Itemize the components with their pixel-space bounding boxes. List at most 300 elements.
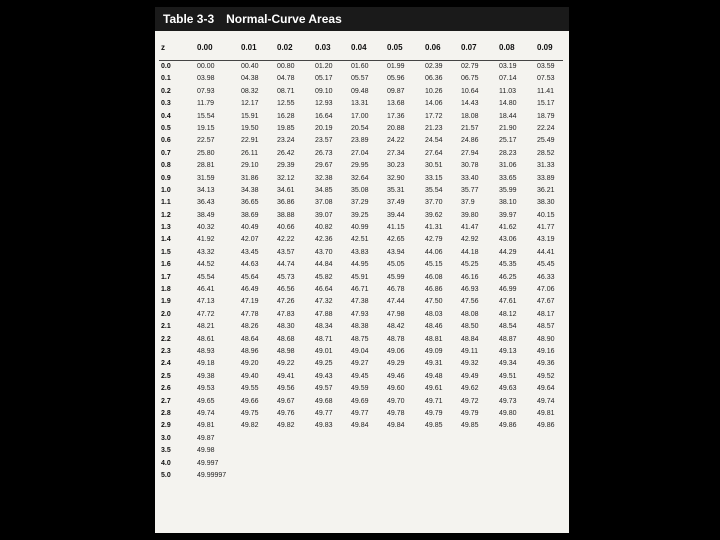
area-cell: 43.45 <box>241 248 259 256</box>
area-cell: 49.57 <box>315 385 333 393</box>
area-cell: 05.96 <box>387 75 405 83</box>
area-cell: 49.49 <box>461 372 479 380</box>
table-row <box>155 125 569 137</box>
area-cell: 49.80 <box>499 409 517 417</box>
area-cell: 49.34 <box>499 360 517 368</box>
area-cell: 48.90 <box>537 335 555 343</box>
table-row <box>155 175 569 187</box>
area-cell: 48.75 <box>351 335 369 343</box>
area-cell: 48.78 <box>387 335 405 343</box>
z-value-cell: 1.1 <box>161 199 171 207</box>
area-cell: 32.12 <box>277 174 295 182</box>
area-cell: 49.79 <box>461 409 479 417</box>
area-cell: 49.36 <box>537 360 555 368</box>
area-cell: 18.08 <box>461 112 479 120</box>
area-cell: 45.91 <box>351 273 369 281</box>
area-cell: 37.49 <box>387 199 405 207</box>
area-cell: 17.00 <box>351 112 369 120</box>
area-cell: 29.10 <box>241 162 259 170</box>
area-cell: 48.71 <box>315 335 333 343</box>
area-cell: 38.10 <box>499 199 517 207</box>
area-cell: 49.11 <box>461 347 478 355</box>
table-row <box>155 323 569 335</box>
area-cell: 26.73 <box>315 149 333 157</box>
area-cell: 49.22 <box>277 360 295 368</box>
area-cell: 48.96 <box>241 347 259 355</box>
area-cell: 49.84 <box>387 422 405 430</box>
area-cell: 22.24 <box>537 124 555 132</box>
column-header-row <box>155 43 569 57</box>
area-cell: 41.77 <box>537 224 555 232</box>
area-cell: 47.98 <box>387 310 405 318</box>
area-cell: 49.82 <box>241 422 259 430</box>
header-divider <box>159 60 563 61</box>
table-row <box>155 261 569 273</box>
z-value-cell: 0.7 <box>161 149 171 157</box>
area-cell: 49.31 <box>425 360 443 368</box>
area-cell: 49.81 <box>197 422 215 430</box>
z-value-cell: 1.2 <box>161 211 171 219</box>
z-value-cell: 1.8 <box>161 286 171 294</box>
area-cell: 48.08 <box>461 310 479 318</box>
area-cell: 41.31 <box>425 224 443 232</box>
column-header: 0.05 <box>387 43 403 52</box>
area-cell: 49.38 <box>197 372 215 380</box>
table-row <box>155 187 569 199</box>
area-cell: 07.14 <box>499 75 517 83</box>
column-header: 0.09 <box>537 43 553 52</box>
area-cell: 49.997 <box>197 459 219 467</box>
table-row <box>155 63 569 75</box>
area-cell: 49.75 <box>241 409 259 417</box>
area-cell: 26.42 <box>277 149 295 157</box>
area-cell: 28.52 <box>537 149 555 157</box>
area-cell: 49.79 <box>425 409 443 417</box>
area-cell: 37.29 <box>351 199 369 207</box>
z-value-cell: 3.0 <box>161 434 171 442</box>
area-cell: 47.72 <box>197 310 215 318</box>
area-cell: 03.19 <box>499 63 517 70</box>
area-cell: 49.53 <box>197 385 215 393</box>
area-cell: 49.86 <box>537 422 555 430</box>
area-cell: 42.07 <box>241 236 259 244</box>
area-cell: 48.84 <box>461 335 479 343</box>
area-cell: 25.17 <box>499 137 517 145</box>
area-cell: 36.43 <box>197 199 215 207</box>
z-value-cell: 0.9 <box>161 174 171 182</box>
z-value-cell: 5.0 <box>161 471 171 479</box>
area-cell: 38.30 <box>537 199 555 207</box>
table-row <box>155 373 569 385</box>
z-value-cell: 2.6 <box>161 385 171 393</box>
area-cell: 47.67 <box>537 298 555 306</box>
column-header: 0.04 <box>351 43 367 52</box>
z-value-cell: 1.5 <box>161 248 171 256</box>
area-cell: 40.32 <box>197 224 215 232</box>
area-cell: 27.04 <box>351 149 369 157</box>
area-cell: 46.99 <box>499 286 517 294</box>
area-cell: 14.06 <box>425 100 443 108</box>
area-cell: 02.39 <box>425 63 443 70</box>
area-cell: 40.49 <box>241 224 259 232</box>
area-cell: 33.89 <box>537 174 555 182</box>
area-cell: 48.26 <box>241 323 259 331</box>
area-cell: 04.38 <box>241 75 259 83</box>
area-cell: 19.85 <box>277 124 295 132</box>
area-cell: 48.98 <box>277 347 295 355</box>
area-cell: 49.09 <box>425 347 443 355</box>
table-row <box>155 447 569 459</box>
area-cell: 46.86 <box>425 286 443 294</box>
area-cell: 31.59 <box>197 174 215 182</box>
area-cell: 45.25 <box>461 261 479 269</box>
area-cell: 19.15 <box>197 124 215 132</box>
table-row <box>155 385 569 397</box>
area-cell: 49.59 <box>351 385 369 393</box>
area-cell: 49.40 <box>241 372 259 380</box>
area-cell: 25.80 <box>197 149 215 157</box>
table-title-bar <box>155 7 569 31</box>
area-cell: 14.43 <box>461 100 479 108</box>
area-cell: 49.56 <box>277 385 295 393</box>
area-cell: 37.9 <box>461 199 475 207</box>
area-cell: 46.16 <box>461 273 479 281</box>
area-cell: 24.54 <box>425 137 443 145</box>
table-row <box>155 348 569 360</box>
area-cell: 37.70 <box>425 199 443 207</box>
area-cell: 47.78 <box>241 310 259 318</box>
area-cell: 18.44 <box>499 112 517 120</box>
area-cell: 16.28 <box>277 112 295 120</box>
area-cell: 49.55 <box>241 385 259 393</box>
area-cell: 24.22 <box>387 137 405 145</box>
area-cell: 48.34 <box>315 323 333 331</box>
area-cell: 23.57 <box>315 137 333 145</box>
area-cell: 21.90 <box>499 124 517 132</box>
area-cell: 49.78 <box>387 409 405 417</box>
area-cell: 28.81 <box>197 162 215 170</box>
area-cell: 49.71 <box>425 397 443 405</box>
area-cell: 15.54 <box>197 112 215 120</box>
area-cell: 00.40 <box>241 63 259 70</box>
area-cell: 45.99 <box>387 273 405 281</box>
area-cell: 49.48 <box>425 372 443 380</box>
area-cell: 10.64 <box>461 87 479 95</box>
area-cell: 44.95 <box>351 261 369 269</box>
area-cell: 49.43 <box>315 372 333 380</box>
area-cell: 48.57 <box>537 323 555 331</box>
area-cell: 42.36 <box>315 236 333 244</box>
area-cell: 39.44 <box>387 211 405 219</box>
area-cell: 33.65 <box>499 174 517 182</box>
area-cell: 24.86 <box>461 137 479 145</box>
area-cell: 38.69 <box>241 211 259 219</box>
area-cell: 49.81 <box>537 409 555 417</box>
column-header: 0.03 <box>315 43 331 52</box>
area-cell: 32.64 <box>351 174 369 182</box>
z-value-cell: 2.3 <box>161 347 171 355</box>
area-cell: 07.93 <box>197 87 215 95</box>
table-row <box>155 410 569 422</box>
area-cell: 20.54 <box>351 124 369 132</box>
table-row <box>155 224 569 236</box>
table-row <box>155 336 569 348</box>
area-cell: 46.49 <box>241 286 259 294</box>
area-cell: 48.61 <box>197 335 215 343</box>
area-cell: 30.78 <box>461 162 479 170</box>
area-cell: 09.48 <box>351 87 369 95</box>
area-cell: 27.64 <box>425 149 443 157</box>
area-cell: 46.71 <box>351 286 369 294</box>
area-cell: 39.97 <box>499 211 517 219</box>
area-cell: 46.25 <box>499 273 517 281</box>
area-cell: 19.50 <box>241 124 259 132</box>
z-value-cell: 2.7 <box>161 397 171 405</box>
area-cell: 44.74 <box>277 261 295 269</box>
table-row <box>155 311 569 323</box>
table-row <box>155 286 569 298</box>
table-row <box>155 212 569 224</box>
area-cell: 30.51 <box>425 162 443 170</box>
area-cell: 33.40 <box>461 174 479 182</box>
area-cell: 01.60 <box>351 63 369 70</box>
area-cell: 36.65 <box>241 199 259 207</box>
area-cell: 32.38 <box>315 174 333 182</box>
area-cell: 01.99 <box>387 63 405 70</box>
area-cell: 29.67 <box>315 162 333 170</box>
area-cell: 39.07 <box>315 211 333 219</box>
table-page <box>155 7 569 533</box>
z-value-cell: 0.6 <box>161 137 171 145</box>
z-value-cell: 4.0 <box>161 459 171 467</box>
area-cell: 47.13 <box>197 298 215 306</box>
area-cell: 22.57 <box>197 137 215 145</box>
area-cell: 48.50 <box>461 323 479 331</box>
z-value-cell: 2.1 <box>161 323 171 331</box>
area-cell: 49.41 <box>277 372 295 380</box>
area-cell: 49.51 <box>499 372 517 380</box>
area-cell: 44.52 <box>197 261 215 269</box>
z-value-cell: 0.8 <box>161 162 171 170</box>
z-value-cell: 0.1 <box>161 75 171 83</box>
area-cell: 02.79 <box>461 63 479 70</box>
area-cell: 48.64 <box>241 335 259 343</box>
area-cell: 41.62 <box>499 224 517 232</box>
area-cell: 34.38 <box>241 186 259 194</box>
area-cell: 49.16 <box>537 347 555 355</box>
column-header: 0.00 <box>197 43 213 52</box>
area-cell: 49.52 <box>537 372 555 380</box>
area-cell: 30.23 <box>387 162 405 170</box>
area-cell: 46.93 <box>461 286 479 294</box>
area-cell: 45.64 <box>241 273 259 281</box>
area-cell: 09.10 <box>315 87 333 95</box>
area-cell: 40.15 <box>537 211 555 219</box>
area-cell: 48.42 <box>387 323 405 331</box>
area-cell: 33.15 <box>425 174 443 182</box>
area-cell: 42.79 <box>425 236 443 244</box>
table-row <box>155 422 569 434</box>
area-cell: 49.70 <box>387 397 405 405</box>
area-cell: 49.65 <box>197 397 215 405</box>
area-cell: 42.22 <box>277 236 295 244</box>
column-header: 0.06 <box>425 43 441 52</box>
area-cell: 49.77 <box>351 409 369 417</box>
table-number: Table 3-3 <box>163 12 215 26</box>
area-cell: 49.32 <box>461 360 479 368</box>
area-cell: 00.00 <box>197 63 215 70</box>
area-cell: 49.73 <box>499 397 517 405</box>
area-cell: 49.60 <box>387 385 405 393</box>
table-row <box>155 274 569 286</box>
area-cell: 48.93 <box>197 347 215 355</box>
area-cell: 15.17 <box>537 100 555 108</box>
area-cell: 46.64 <box>315 286 333 294</box>
area-cell: 49.63 <box>499 385 517 393</box>
table-row <box>155 398 569 410</box>
area-cell: 43.94 <box>387 248 405 256</box>
z-value-cell: 3.5 <box>161 447 171 455</box>
area-cell: 49.62 <box>461 385 479 393</box>
area-cell: 06.36 <box>425 75 443 83</box>
area-cell: 49.45 <box>351 372 369 380</box>
area-cell: 49.18 <box>197 360 215 368</box>
area-cell: 41.15 <box>387 224 405 232</box>
area-cell: 49.13 <box>499 347 517 355</box>
area-cell: 38.88 <box>277 211 295 219</box>
area-cell: 11.79 <box>197 100 214 108</box>
area-cell: 47.32 <box>315 298 333 306</box>
area-cell: 39.80 <box>461 211 479 219</box>
z-value-cell: 2.4 <box>161 360 171 368</box>
table-row <box>155 162 569 174</box>
area-cell: 47.44 <box>387 298 405 306</box>
area-cell: 26.11 <box>241 149 258 157</box>
area-cell: 44.63 <box>241 261 259 269</box>
area-cell: 03.98 <box>197 75 215 83</box>
area-cell: 23.24 <box>277 137 295 145</box>
area-cell: 49.64 <box>537 385 555 393</box>
area-cell: 14.80 <box>499 100 517 108</box>
area-cell: 47.38 <box>351 298 369 306</box>
z-value-cell: 0.2 <box>161 87 171 95</box>
table-row <box>155 298 569 310</box>
area-cell: 43.06 <box>499 236 517 244</box>
table-row <box>155 435 569 447</box>
z-value-cell: 1.6 <box>161 261 171 269</box>
area-cell: 49.67 <box>277 397 295 405</box>
area-cell: 47.06 <box>537 286 555 294</box>
column-header: 0.08 <box>499 43 515 52</box>
z-value-cell: 1.9 <box>161 298 171 306</box>
area-cell: 49.20 <box>241 360 259 368</box>
area-cell: 31.86 <box>241 174 259 182</box>
area-cell: 49.98 <box>197 447 215 455</box>
area-cell: 46.78 <box>387 286 405 294</box>
area-cell: 42.51 <box>351 236 369 244</box>
area-cell: 35.31 <box>387 186 405 194</box>
area-cell: 49.04 <box>351 347 369 355</box>
area-cell: 48.03 <box>425 310 443 318</box>
area-cell: 04.78 <box>277 75 295 83</box>
area-cell: 01.20 <box>315 63 333 70</box>
area-cell: 42.92 <box>461 236 479 244</box>
area-cell: 11.41 <box>537 87 554 95</box>
area-cell: 29.39 <box>277 162 295 170</box>
area-cell: 08.32 <box>241 87 259 95</box>
area-cell: 12.55 <box>277 100 295 108</box>
z-value-cell: 1.0 <box>161 186 171 194</box>
area-cell: 44.84 <box>315 261 333 269</box>
area-cell: 43.19 <box>537 236 555 244</box>
area-cell: 07.53 <box>537 75 555 83</box>
area-cell: 49.27 <box>351 360 369 368</box>
area-cell: 08.71 <box>277 87 295 95</box>
area-cell: 49.68 <box>315 397 333 405</box>
area-cell: 49.86 <box>499 422 517 430</box>
area-cell: 49.87 <box>197 434 215 442</box>
area-cell: 48.17 <box>537 310 555 318</box>
area-cell: 05.17 <box>315 75 333 83</box>
area-cell: 49.85 <box>461 422 479 430</box>
area-cell: 35.99 <box>499 186 517 194</box>
area-cell: 37.08 <box>315 199 333 207</box>
area-cell: 49.74 <box>537 397 555 405</box>
area-cell: 48.38 <box>351 323 369 331</box>
area-cell: 31.33 <box>537 162 555 170</box>
area-cell: 47.93 <box>351 310 369 318</box>
area-cell: 05.57 <box>351 75 369 83</box>
area-cell: 43.57 <box>277 248 295 256</box>
area-cell: 12.17 <box>241 100 259 108</box>
area-cell: 11.03 <box>499 87 516 95</box>
area-cell: 03.59 <box>537 63 555 70</box>
area-cell: 45.35 <box>499 261 517 269</box>
z-value-cell: 1.3 <box>161 224 171 232</box>
area-cell: 46.56 <box>277 286 295 294</box>
table-row <box>155 113 569 125</box>
area-cell: 40.66 <box>277 224 295 232</box>
table-row <box>155 137 569 149</box>
area-cell: 47.88 <box>315 310 333 318</box>
area-cell: 13.68 <box>387 100 405 108</box>
area-cell: 43.70 <box>315 248 333 256</box>
area-cell: 35.77 <box>461 186 479 194</box>
area-cell: 47.61 <box>499 298 517 306</box>
area-cell: 36.21 <box>537 186 555 194</box>
area-cell: 29.95 <box>351 162 369 170</box>
area-cell: 48.30 <box>277 323 295 331</box>
area-cell: 49.74 <box>197 409 215 417</box>
area-cell: 12.93 <box>315 100 333 108</box>
column-header-z: z <box>161 43 165 52</box>
area-cell: 16.64 <box>315 112 333 120</box>
area-cell: 49.66 <box>241 397 259 405</box>
area-cell: 45.82 <box>315 273 333 281</box>
area-cell: 32.90 <box>387 174 405 182</box>
area-cell: 18.79 <box>537 112 555 120</box>
area-cell: 25.49 <box>537 137 555 145</box>
area-cell: 49.29 <box>387 360 405 368</box>
area-cell: 38.49 <box>197 211 215 219</box>
area-cell: 36.86 <box>277 199 295 207</box>
area-cell: 46.08 <box>425 273 443 281</box>
area-cell: 49.46 <box>387 372 405 380</box>
area-cell: 45.05 <box>387 261 405 269</box>
z-value-cell: 2.9 <box>161 422 171 430</box>
z-value-cell: 1.7 <box>161 273 171 281</box>
area-cell: 40.82 <box>315 224 333 232</box>
